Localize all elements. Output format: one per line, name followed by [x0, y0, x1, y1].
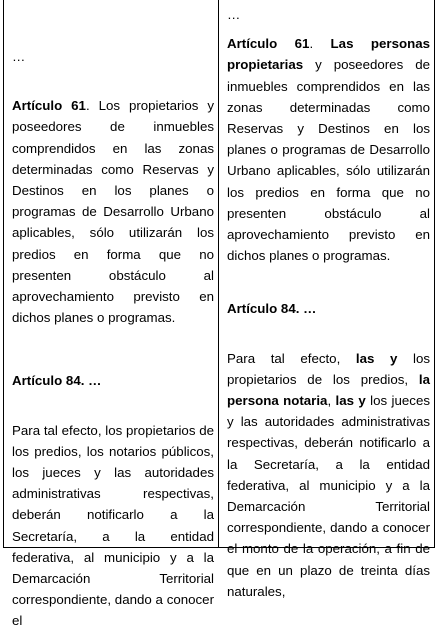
right-article-61-text: y poseedores de inmuebles comprendidos en las zonas determinadas como Reservas y Destinos en los planes o programas de Desarrollo Urbano aplicables, sólo utilizarán los predios en forma que no presenten obstáculo al aprovechamiento previsto en dichos planes o programas.	[227, 57, 430, 264]
left-article-84-title: Artículo 84. …	[12, 373, 102, 389]
right-article-84-amendment-3: las y	[335, 393, 366, 409]
left-ellipsis: …	[12, 49, 26, 64]
right-column-proposed-text	[227, 4, 430, 602]
right-article-84-title: Artículo 84. …	[227, 301, 317, 317]
right-article-84-text: Para tal efecto, las y los propietarios de los predios, la persona notaria, las y los jueces y las autoridades administrativas respectivas, deberán notificarlo a la Secretaría, a la entidad federativa, al municipio y a la Demarcación Territorial correspondiente, dando a conocer el monto de la operación, a fin de que en un plazo de treinta días naturales,	[227, 350, 430, 599]
column-divider	[218, 0, 219, 548]
right-article-61-amendment: Las personas propietarias	[227, 36, 430, 73]
left-article-61	[12, 95, 214, 328]
right-article-84-amendment-2: la persona notaria	[227, 371, 430, 409]
left-article-61-title: Artículo 61	[12, 98, 86, 114]
right-ellipsis: …	[227, 7, 241, 22]
right-article-61: Artículo 61. Las personas propietarias y poseedores de inmuebles comprendidos en las zonas determinadas como Reservas y Destinos en los planes o programas de Desarrollo Urbano aplicables, sólo utilizarán los predios en forma que no presenten obstáculo al aprovechamiento previsto en dichos planes o programas.	[227, 36, 430, 264]
right-article-84-amendment-1: las y	[355, 350, 398, 366]
left-article-61-text: . Los propietarios y poseedores de inmuebles comprendidos en las zonas determinadas como Reservas y Destinos en los planes o programas de Desarrollo Urbano aplicables, sólo utilizarán los predios en forma que no presenten obstáculo al aprovechamiento previsto en dichos planes o programas.	[12, 98, 214, 326]
left-article-84-text: Para tal efecto, los propietarios de los predios, los notarios públicos, los jueces y las autoridades administrativas respectivas, deberán notificarlo a la Secretaría, a la entidad federativa, al municipio y a la Demarcación Territorial correspondiente, dando a conocer el	[12, 422, 214, 629]
right-article-61-title: Artículo 61	[227, 36, 310, 52]
left-column-current-text	[12, 46, 214, 632]
